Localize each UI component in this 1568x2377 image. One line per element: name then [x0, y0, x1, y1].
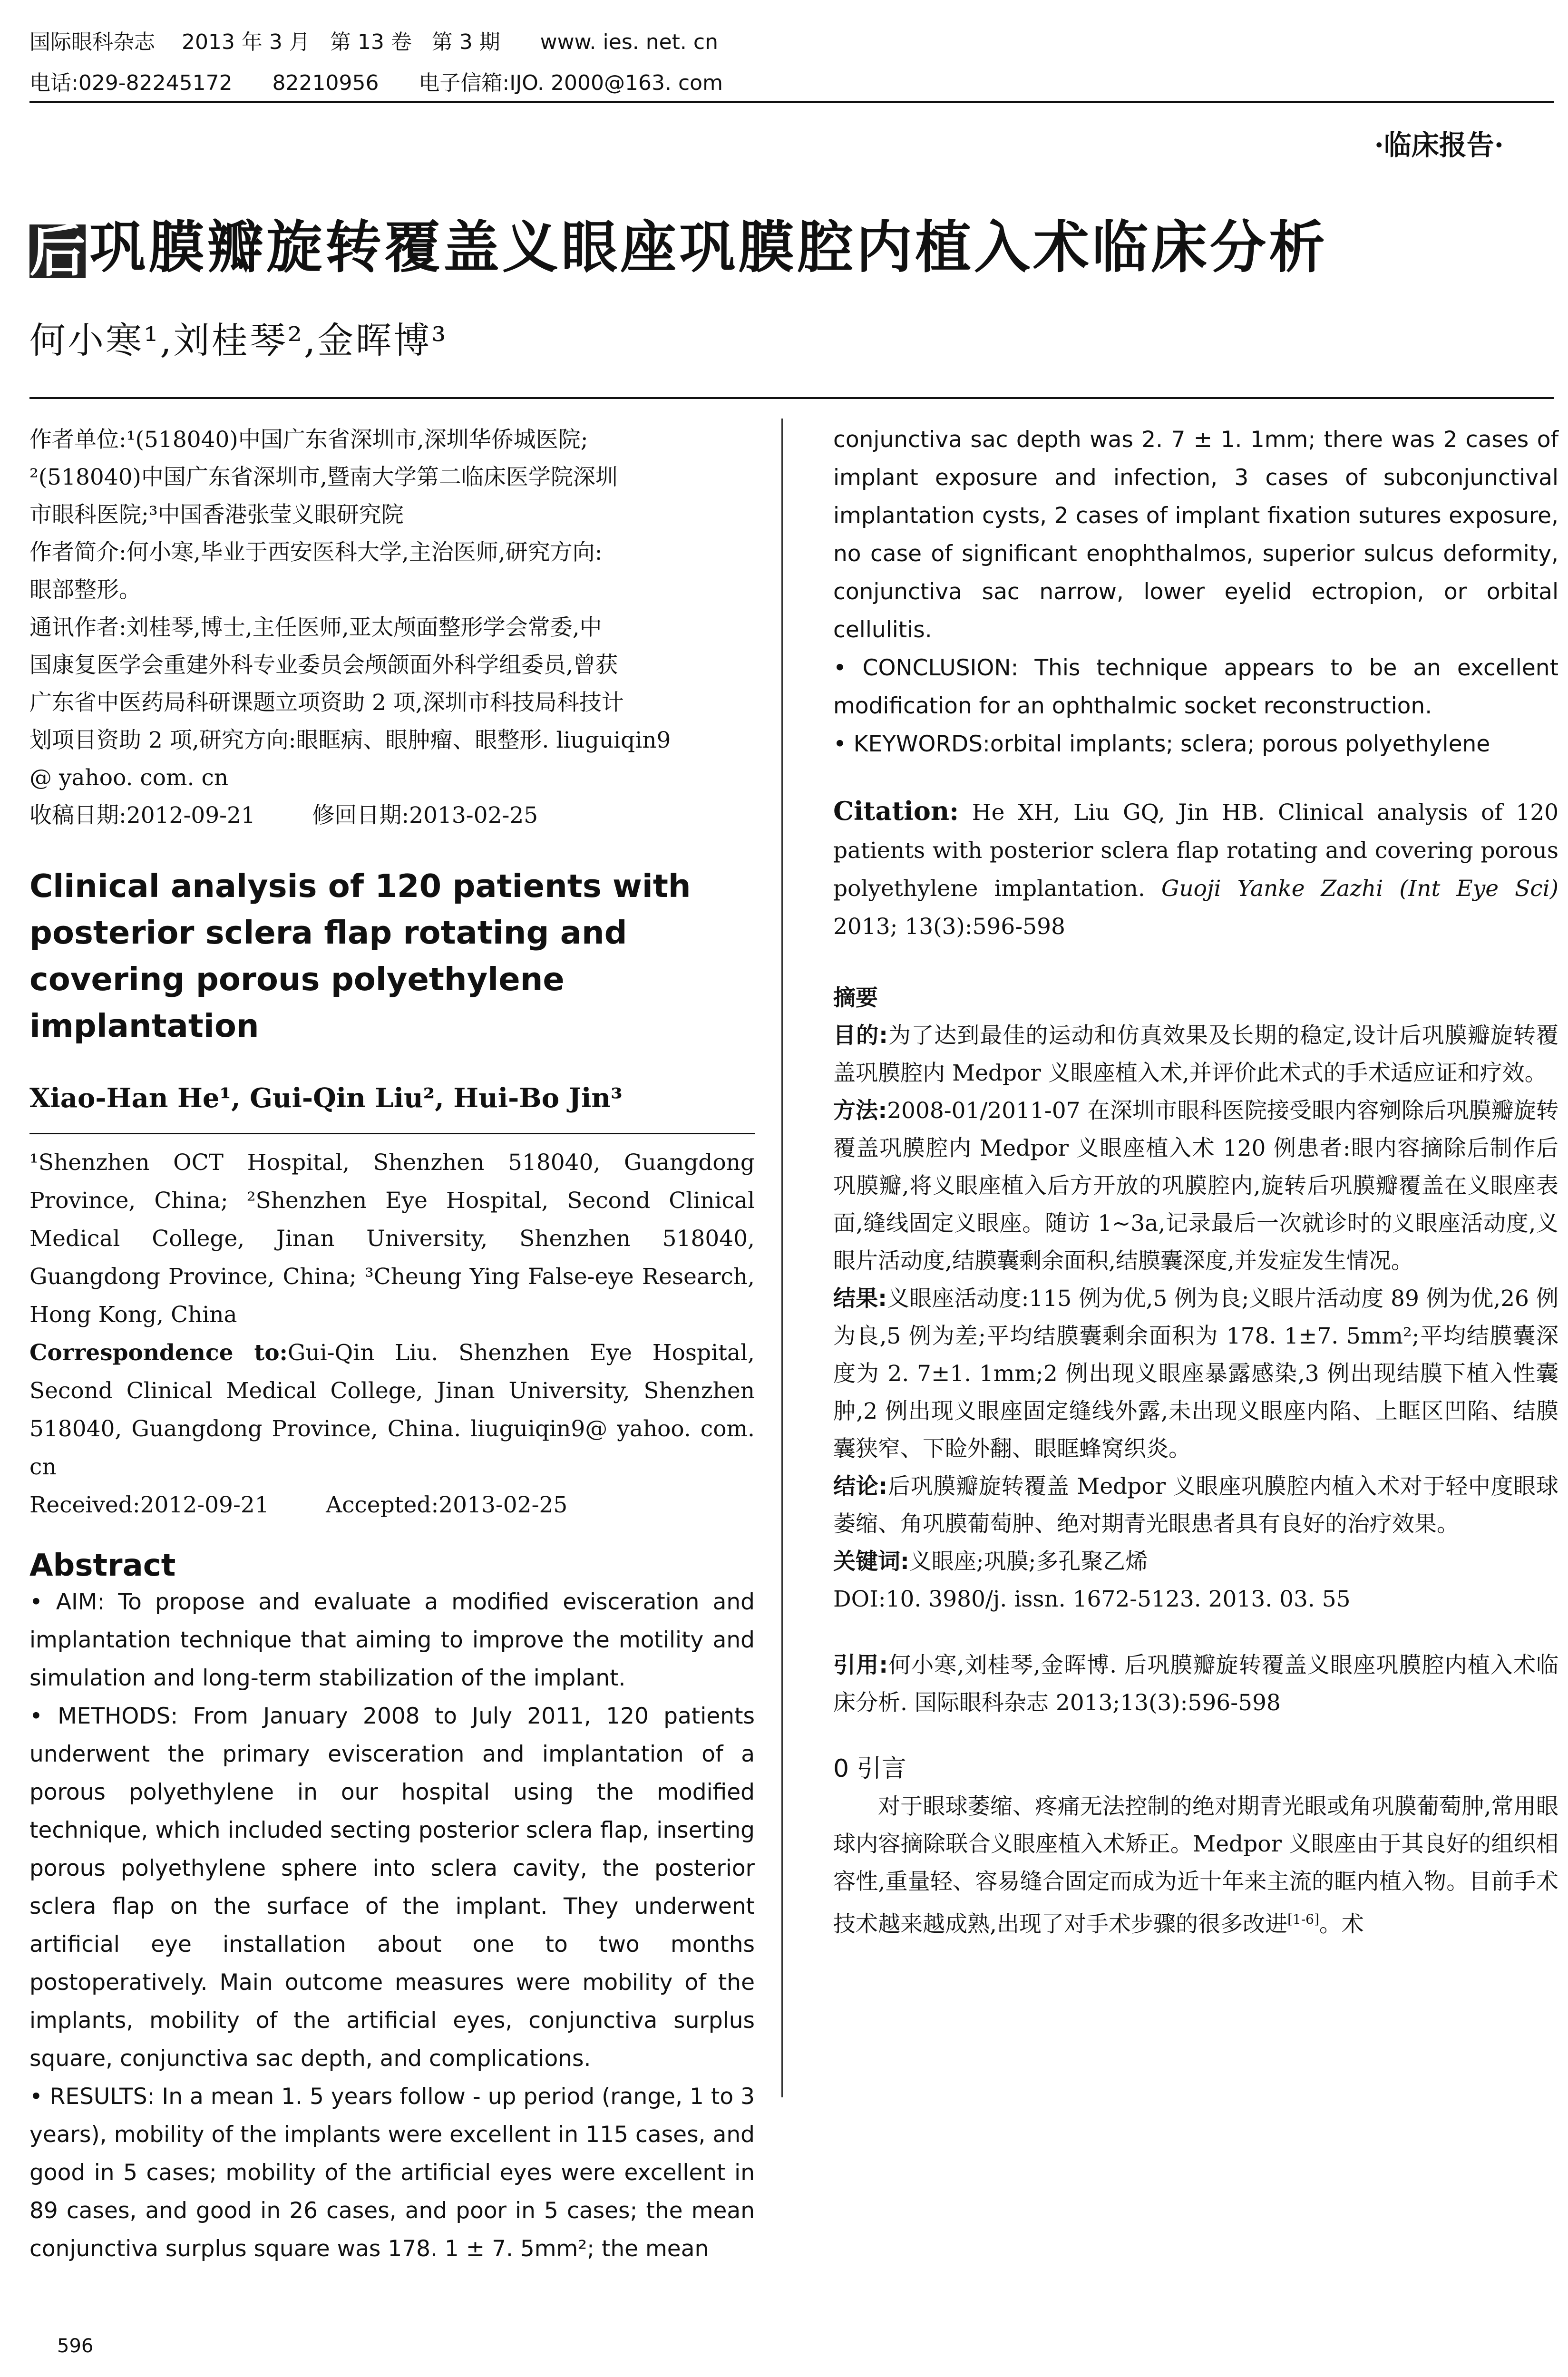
- doi: DOI:10. 3980/j. issn. 1672-5123. 2013. 03. 55: [833, 1586, 1351, 1612]
- section-tag: ·临床报告·: [1374, 129, 1504, 161]
- abstract-methods: • METHODS: From January 2008 to July 2011, 120 patients underwent the primary evisceration and implantation of a porous polyethylene in our hospital using the modified technique, which included secting posterior sclera flap, inserting porous polyethylene sphere into sclera cavity, the posterior sclera flap on the surface of the implant. They underwent artificial eye installation about one to two months postoperatively. Main outcome measures were mobility of the implants, mobility of the artificial eyes, conjunctiva surplus square, conjunctiva sac depth, and complications.: [29, 1703, 755, 2072]
- correspondence-cn: 通讯作者:刘桂琴,博士,主任医师,亚太颅面整形学会常委,中 国康复医学会重建外科专业委员会颅颌面外科学组委员,曾获 广东省中医药局科研课题立项资助 2 项,深圳市科技局科技计 划项目资助 2 项,研究方向:眼眶病、眼肿瘤、眼整形. liuguiqin9 @ yahoo. com. cn: [29, 614, 671, 791]
- abstract-conclusion: • CONCLUSION: This technique appears to be an excellent modification for an ophthalmic socket reconstruction.: [833, 655, 1558, 719]
- page-number: 596: [57, 2335, 94, 2357]
- cn-citation: 引用:何小寒,刘桂琴,金晖博. 后巩膜瓣旋转覆盖义眼座巩膜腔内植入术临床分析. 国际眼科杂志 2013;13(3):596-598: [833, 1652, 1559, 1716]
- journal-header-line2: 电话:029-82245172 82210956 电子信箱:IJO. 2000@163. com: [29, 71, 723, 95]
- cn-results: 结果:义眼座活动度:115 例为优,5 例为良;义眼片活动度 89 例为优,26 例为良,5 例为差;平均结膜囊剩余面积为 178. 1±7. 5mm²;平均结膜囊深度为 2. 7±1. 1mm;2 例出现义眼座暴露感染,3 例出现结膜下植入性囊肿,2 例出现义眼座固定缝线外露,未出现义眼座内陷、上眶区凹陷、结膜囊狭窄、下睑外翻、眼眶蜂窝织炎。: [833, 1286, 1558, 1462]
- english-title: Clinical analysis of 120 patients with posterior sclera flap rotating and covering porous polyethylene implantation: [29, 867, 691, 1044]
- cn-conclusion: 结论:后巩膜瓣旋转覆盖 Medpor 义眼座巩膜腔内植入术对于轻中度眼球萎缩、角巩膜葡萄肿、绝对期青光眼患者具有良好的治疗效果。: [833, 1473, 1559, 1537]
- intro-heading: 0 引言: [833, 1754, 906, 1783]
- authors-cn: 何小寒¹,刘桂琴²,金晖博³: [29, 319, 448, 361]
- title-text: 巩膜瓣旋转覆盖义眼座巩膜腔内植入术临床分析: [89, 214, 1328, 280]
- english-dates: Received:2012-09-21 Accepted:2013-02-25: [29, 1492, 568, 1518]
- abstract-results-cont: conjunctiva sac depth was 2. 7 ± 1. 1mm; there was 2 cases of implant exposure and infection, 3 cases of subconjunctival implantation cysts, 2 cases of implant fixation sutures exposure, no case of significant enophthalmos, superior sulcus deformity, conjunctiva sac narrow, lower eyelid ectropion, or orbital cellulitis.: [833, 427, 1558, 643]
- citation-en: Citation: He XH, Liu GQ, Jin HB. Clinical analysis of 120 patients with posterior sclera flap rotating and covering porous polyethylene implantation. Guoji Yanke Zazhi (Int Eye Sci) 2013; 13(3):596-598: [833, 796, 1558, 940]
- right-column: [833, 421, 1558, 1943]
- abstract-aim: • AIM: To propose and evaluate a modified evisceration and implantation technique that aiming to improve the motility and simulation and long-term stabilization of the implant.: [29, 1589, 755, 1691]
- cn-methods: 方法:2008-01/2011-07 在深圳市眼科医院接受眼内容剜除后巩膜瓣旋转覆盖巩膜腔内 Medpor 义眼座植入术 120 例患者:眼内容摘除后制作后巩膜瓣,将义眼座植入后方开放的巩膜腔内,旋转后巩膜瓣覆盖在义眼座表面,缝线固定义眼座。随访 1~3a,记录最后一次就诊时的义眼座活动度,义眼片活动度,结膜囊剩余面积,结膜囊深度,并发症发生情况。: [833, 1098, 1559, 1274]
- abstract-heading: Abstract: [29, 1548, 176, 1583]
- english-correspondence: Correspondence to:Gui-Qin Liu. Shenzhen Eye Hospital, Second Clinical Medical College, Jinan University, Shenzhen 518040, Guangdong Province, China. liuguiqin9@ yahoo. com. cn: [29, 1340, 755, 1480]
- journal-header-line1: 国际眼科杂志 2013 年 3 月 第 13 卷 第 3 期 www. ies. net. cn: [29, 30, 718, 54]
- cn-abstract-heading: 摘要: [833, 985, 878, 1011]
- english-affiliation: ¹Shenzhen OCT Hospital, Shenzhen 518040, Guangdong Province, China; ²Shenzhen Eye Hospital, Second Clinical Medical College, Jinan University, Shenzhen 518040, Guangdong Province, China; ³Cheung Ying False-eye Research, Hong Kong, China: [29, 1150, 755, 1328]
- left-column: [29, 421, 755, 2268]
- title-first-char: 后: [29, 218, 89, 284]
- header-rule: [29, 101, 1554, 103]
- affiliation-cn: 作者单位:¹(518040)中国广东省深圳市,深圳华侨城医院; ²(518040)中国广东省深圳市,暨南大学第二临床医学院深圳 市眼科医院;³中国香港张莹义眼研究院: [29, 427, 618, 528]
- title-rule: [29, 397, 1554, 399]
- abstract-results: • RESULTS: In a mean 1. 5 years follow - up period (range, 1 to 3 years), mobility of the implants were excellent in 115 cases, and good in 5 cases; mobility of the artificial eyes were excellent in 89 cases, and good in 26 cases, and poor in 5 cases; the mean conjunctiva surplus square was 178. 1 ± 7. 5mm²; the mean: [29, 2084, 755, 2262]
- author-intro-cn: 作者简介:何小寒,毕业于西安医科大学,主治医师,研究方向: 眼部整形。: [29, 539, 603, 603]
- column-divider: [781, 419, 783, 2097]
- article-title: [29, 202, 1328, 283]
- cn-keywords: 关键词:义眼座;巩膜;多孔聚乙烯: [833, 1549, 1148, 1575]
- intro-paragraph: 对于眼球萎缩、疼痛无法控制的绝对期青光眼或角巩膜葡萄肿,常用眼球内容摘除联合义眼座植入术矫正。Medpor 义眼座由于其良好的组织相容性,重量轻、容易缝合固定而成为近十年来主流的眶内植入物。目前手术技术越来越成熟,出现了对手术步骤的很多改进[1-6]。术: [833, 1793, 1558, 1938]
- english-authors: Xiao-Han He¹, Gui-Qin Liu², Hui-Bo Jin³: [29, 1082, 623, 1114]
- cn-aim: 目的:为了达到最佳的运动和仿真效果及长期的稳定,设计后巩膜瓣旋转覆盖巩膜腔内 Medpor 义眼座植入术,并评价此术式的手术适应证和疗效。: [833, 1023, 1558, 1086]
- abstract-keywords: • KEYWORDS:orbital implants; sclera; porous polyethylene: [833, 731, 1490, 757]
- dates-cn: 收稿日期:2012-09-21 修回日期:2013-02-25: [29, 802, 538, 828]
